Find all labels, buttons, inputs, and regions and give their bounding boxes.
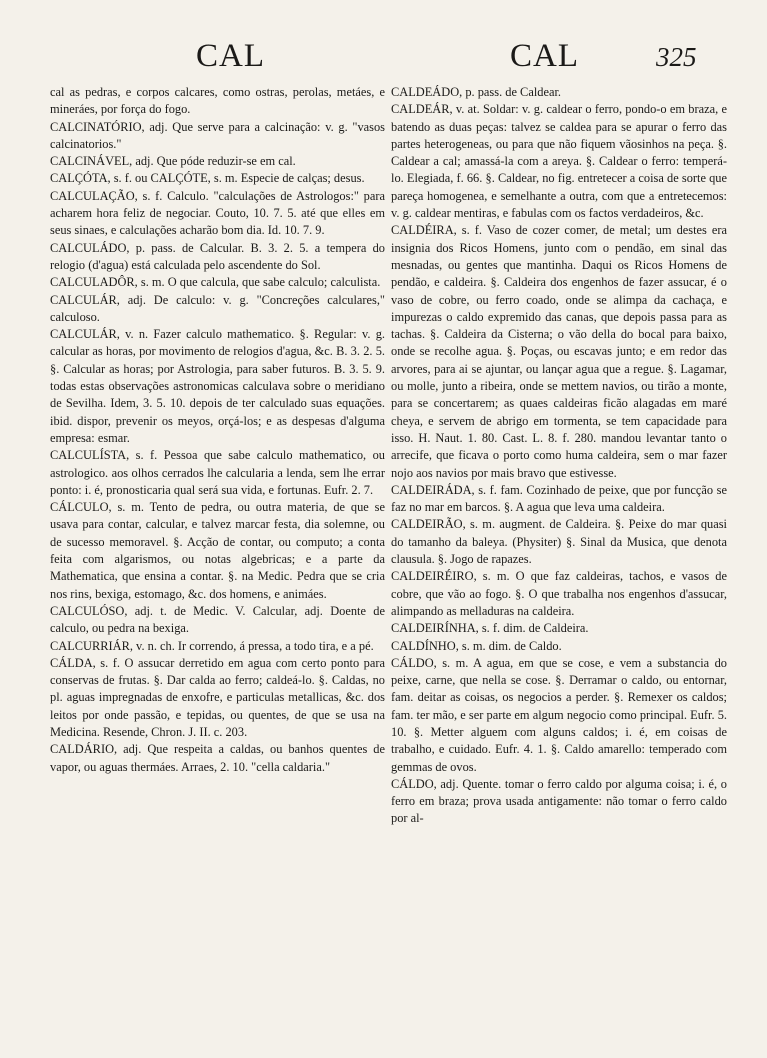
entry-paragraph: CALCULÁDO, p. pass. de Calcular. B. 3. 2. 5. a tempera do relogio (d'agua) está calculada pelo ascendente do Sol. (50, 240, 385, 272)
right-column (391, 84, 727, 1050)
entry-paragraph: CALDÁRIO, adj. Que respeita a caldas, ou banhos quentes de vapor, ou aguas thermáes. Arraes, 2. 10. "cella caldaria." (50, 742, 385, 774)
entry-paragraph: CALCULAÇÃO, s. f. Calculo. "calculações de Astrologos:" para acharem hora feliz de negociar. Couto, 10. 7. 5. até que elles em seus sinaes, e calculações acharão bom dia. Id. 10. 7. 9. (50, 188, 385, 238)
page-header (0, 38, 767, 88)
entry-paragraph: CÁLDA, s. f. O assucar derretido em agua com certo ponto para conservas de frutas. §. Dar calda ao ferro; caldeá-lo. §. Caldas, no pl. aguas impregnadas de enxofre, e particulas metallicas, &c. dos leitos por onde passão, e tepidas, ou quentes, de que se usa na Medicina. Resende, Chron. J. II. c. 203. (50, 655, 385, 739)
entry-paragraph: CALÇÓTA, s. f. ou CALÇÓTE, s. m. Especie de calças; desus. (50, 171, 365, 186)
entry-paragraph: CALCULÍSTA, s. f. Pessoa que sabe calculo mathematico, ou astrologico. aos olhos cerrados lhe calcularia a lenda, sem lhe errar ponto: i. é, pronosticaria qual será sua vida, e fortunas. Eufr. 2. 7. (50, 448, 385, 497)
entry-paragraph: CALCULADÔR, s. m. O que calcula, que sabe calculo; calculista. (50, 275, 381, 290)
entry-paragraph: CALDÍNHO, s. m. dim. de Caldo. (391, 638, 562, 653)
entry-paragraph: CALDEIRÁDA, s. f. fam. Cozinhado de peixe, que por funcção se faz no mar em barcos. §. A agua que leva uma caldeira. (391, 482, 727, 515)
left-running-head: CAL (196, 38, 265, 74)
entry-paragraph: CALCULÁR, v. n. Fazer calculo mathematico. §. Regular: v. g. calcular as horas, por movimento de relogios d'agua, &c. B. 3. 2. 5. §. Calcular as horas; por Astrologia, para saber futuros. B. 3. 5. 9. todas estas observações astronomicas calculava sobre o meridiano de Sevilha. Idem, 3. 5. 10. depois de ter calculado suas equações. ibid. dispor, prevenir os meyos, orçá-los; e as despesas d'alguma empresa: esmar. (50, 327, 385, 445)
entry-paragraph: CALCULÁR, adj. De calculo: v. g. "Concreções calculares," calculoso. (50, 292, 385, 324)
entry-paragraph: CALDEIRÍNHA, s. f. dim. de Caldeira. (391, 621, 589, 636)
entry-paragraph: CÁLCULO, s. m. Tento de pedra, ou outra materia, de que se usava para contar, calcular, e talvez marcar festa, dia solemne, ou de sucesso memoravel. §. Acção de contar, ou computo; a conta feita com algarismos, ou notas algebricas; e a parte da Mathematica, que ensina a contar. §. na Medic. Pedra que se cria nos rins, bexiga, estomago, &c. dos homens, e animáes. (50, 500, 385, 601)
entry-paragraph: CALCINATÓRIO, adj. Que serve para a calcinação: v. g. "vasos calcinatorios." (50, 119, 385, 151)
entry-paragraph: CALDEÁR, v. at. Soldar: v. g. caldear o ferro, pondo-o em braza, e batendo as duas peças: talvez se caldea para se apurar o ferro das partes heterogeneas, ou para que não fiquem vãosinhos na peça. §. Caldear a cal; amassá-la com a areya. §. Caldear o ferro: temperá-lo. Elegiada, f. 66. §. Caldear, no fig. entretecer a coisa de sorte que pareça homogenea, e semelhante a outra, com que a entretecemos: v. g. caldear mentiras, e fabulas com os factos verdadeiros, &c. (391, 102, 727, 221)
entry-paragraph: CALCULÓSO, adj. t. de Medic. V. Calcular, adj. Doente de calculo, ou pedra na bexiga. (50, 603, 385, 636)
entry-paragraph: CALDEIRÉIRO, s. m. O que faz caldeiras, tachos, e vasos de cobre, que vão ao fogo. §. O que trabalha nos engenhos d'assucar, alimpando as melladuras na caldeira. (391, 569, 727, 618)
page-number: 325 (656, 42, 697, 72)
entry-paragraph: CALCINÁVEL, adj. Que póde reduzir-se em cal. (50, 154, 296, 169)
entry-paragraph: CÁLDO, s. m. A agua, em que se cose, e vem a substancia do peixe, carne, que nella se cose. §. Derramar o caldo, ou entornar, fam. deitar as coisas, os negocios a perder. §. Remexer os caldos; fam. ter mão, e ser parte em algum negocio como principal. Eufr. 5. 10. §. Metter alguem com alguns caldos; i. é, em coisas de trabalho, e cuidado. Eufr. 4. 1. §. Caldo amarello: temperado com gemmas de ovos. (391, 655, 727, 774)
entry-paragraph: CALDEÁDO, p. pass. de Caldear. (391, 85, 561, 99)
entry-paragraph: CALDEIRÃO, s. m. augment. de Caldeira. §. Peixe do mar quasi do tamanho da baleya. (Physiter) §. Sinal da Musica, que denota clausula. §. Jogo de rapazes. (391, 517, 727, 567)
entry-paragraph: CALDÉIRA, s. f. Vaso de cozer comer, de metal; um destes era insignia dos Ricos Homens, junto com o pendão, em sinal das mesnadas, ou gentes que mantinha. Daqui os Ricos Homens de pendão, e caldeira. §. Caldeira dos engenhos de fazer assucar, é o vaso de cobre, ou ferro coado, onde se alimpa da cachaça, e impurezas o caldo expremido das canas, que depois passa para as tachas. §. Caldeira da Cisterna; o vão della do bocal para baixo, onde se recolhe agua. §. Poças, ou escavas junto; e em redor das arvores, para ai se ajuntar, ou lançar agua que a regue. §. Lagamar, ou molle, junto a ribeira, onde se mettem navios, ou tirão a monte, para se concertarem; as quaes caldeiras ficão alagadas em maré cheya, e servem de abrigo em tormenta, se tem capacidade para isso. H. Naut. 1. 80. Cast. L. 8. f. 280. mandou levantar tanto o arrecife, que ficava o porto como huma caldeira, sem o mar fazer nojo aos navios por mais bravo que estivesse. (391, 223, 727, 480)
left-column (50, 84, 385, 1050)
entry-paragraph: cal as pedras, e corpos calcares, como ostras, perolas, metáes, e mineráes, por força do fogo. (50, 85, 385, 117)
right-running-head: CAL (510, 38, 579, 74)
entry-paragraph: CALCURRIÁR, v. n. ch. Ir correndo, á pressa, a todo tira, e a pé. (50, 638, 374, 653)
entry-paragraph: CÁLDO, adj. Quente. tomar o ferro caldo por alguma coisa; i. é, o ferro em braza; prova usada antigamente: não tomar o ferro caldo por al- (391, 776, 727, 826)
